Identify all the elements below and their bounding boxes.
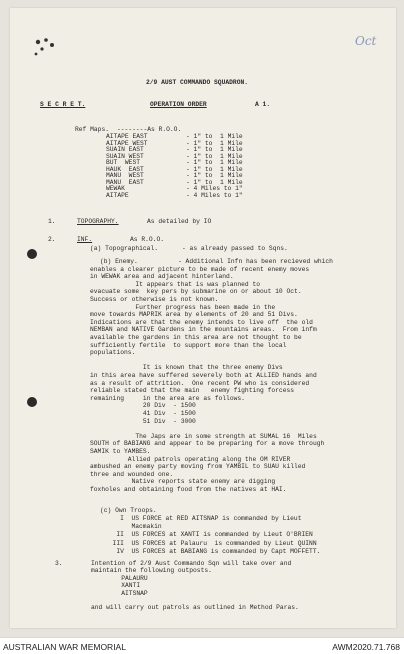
enemy-text-line: reliable stated that the main enemy fighting forcess xyxy=(90,387,295,395)
section-2-number: 2. xyxy=(48,236,56,243)
enemy-text-line: NEMBAN and NATIVE Gardens in the mountains areas. From infm xyxy=(90,326,317,334)
map-name: AITAPE WEST xyxy=(106,139,148,147)
map-scale: - 4 Miles to 1" xyxy=(186,185,243,192)
ref-maps-label: Ref Maps. xyxy=(75,126,110,133)
enemy-text-line: Native reports state enemy are digging xyxy=(90,478,276,486)
map-name: HAUK EAST xyxy=(106,165,144,173)
intention-text-line: maintain the following outposts. xyxy=(91,567,212,575)
section-2b-label: (b) Enemy. xyxy=(100,258,138,265)
enemy-text-line: enables a clearer picture to be made of recent enemy moves xyxy=(90,265,310,273)
section-2a-label: (a) Topographical. xyxy=(90,245,159,252)
unit-heading: 2/9 AUST COMMANDO SQUADRON. xyxy=(146,79,249,86)
enemy-text-line: 20 Div - 1500 xyxy=(90,402,196,410)
own-troops-line: I US FORCE at RED AITSNAP is commanded by Lieut xyxy=(105,515,302,522)
enemy-text-line: 41 Div - 1500 xyxy=(90,410,196,417)
intention-text-line: XANTI xyxy=(91,582,141,590)
ink-mark-icon xyxy=(32,36,62,60)
enemy-text-line: ambushed an enemy party moving from YAMBIL to SUAU killed xyxy=(90,463,306,471)
map-scale: - 1" to 1 Mile xyxy=(186,172,243,179)
map-scale: - 4 Miles to 1" xyxy=(186,191,243,199)
own-troops-line: Macmakin xyxy=(105,523,162,531)
footer-id: AWM2020.71.768 xyxy=(332,642,400,652)
map-name: MANU EAST xyxy=(106,178,144,186)
enemy-text-line: It is known that the three enemy Divs xyxy=(90,364,283,372)
enemy-text-line: The Japs are in some strength at SUMAL 16 Miles xyxy=(90,432,317,440)
map-name: BUT WEST xyxy=(106,159,141,166)
section-2-title: INF. xyxy=(77,236,93,243)
map-name: SUAIN WEST xyxy=(106,152,144,160)
punch-hole-bottom xyxy=(27,397,37,407)
punch-hole-top xyxy=(27,249,37,259)
enemy-text-line: - Additional Infn has been recieved which xyxy=(178,258,333,265)
map-name: AITAPE xyxy=(106,191,129,199)
map-scale: - 1" to 1 Mile xyxy=(186,165,243,173)
map-scale: - 1" to 1 Mile xyxy=(186,139,243,147)
section-1-number: 1. xyxy=(48,218,56,225)
ref-maps-intro: --------As R.O.O. xyxy=(117,126,182,133)
enemy-text-line: available the gardens in this area are not thought to be xyxy=(90,334,302,341)
section-2c-label: (c) Own Troops. xyxy=(100,507,157,514)
enemy-text-line: move towards MAPRIK area by elements of 20 and 51 Divs. xyxy=(90,311,298,319)
enemy-text-line: Allied patrols operating along the OM RIVER xyxy=(90,455,291,463)
intention-text-line: Intention of 2/9 Aust Commando Sqn will take over and xyxy=(91,560,292,567)
own-troops-line: II US FORCES at XANTI is commanded by Lieut O'BRIEN xyxy=(105,531,313,539)
classification: S E C R E T. xyxy=(40,101,86,108)
map-scale: - 1" to 1 Mile xyxy=(186,152,243,160)
footer-bar xyxy=(0,637,404,654)
intention-text-line: PALAURU xyxy=(91,574,148,582)
section-1-title: TOPOGRAPHY. xyxy=(77,218,119,225)
enemy-text-line: Success or otherwise is not known. xyxy=(90,296,219,303)
footer-source: AUSTRALIAN WAR MEMORIAL xyxy=(3,642,126,652)
map-scale: - 1" to 1 Mile xyxy=(186,178,243,186)
own-troops-line: III US FORCES at Palauru is commanded by Lieut QUINN xyxy=(105,539,317,547)
map-scale: - 1" to 1 Mile xyxy=(186,159,243,166)
intention-text-line: AITSNAP xyxy=(91,589,148,597)
map-name: AITAPE EAST xyxy=(106,133,148,140)
enemy-text-line: Indications are that the enemy intends to live off the old xyxy=(90,318,313,326)
enemy-text-line: populations. xyxy=(90,349,136,357)
enemy-text-line: 51 Div - 3000 xyxy=(90,417,196,425)
order-number: A 1. xyxy=(255,101,271,108)
enemy-text-line: SOUTH of BABIANG and appear to be preparing for a move through xyxy=(90,440,325,448)
section-1-text: As detailed by IO xyxy=(147,218,212,225)
order-title: OPERATION ORDER xyxy=(150,101,207,108)
map-scale: - 1" to 1 Mile xyxy=(186,133,243,140)
enemy-text-line: as a result of attrition. One recent PW who is considered xyxy=(90,379,310,387)
enemy-text-line: foxholes and obtaining food from the natives at HAI. xyxy=(90,486,287,493)
section-2a-text: - as already passed to Sqns. xyxy=(182,245,288,252)
own-troops-line: IV US FORCES at BABIANG is commanded by Capt MOFFETT. xyxy=(105,547,321,555)
map-name: WEWAK xyxy=(106,185,125,192)
enemy-text-line: remaining in the area are as follows. xyxy=(90,394,245,402)
enemy-text-line: sufficiently fertile to support more than the local xyxy=(90,341,287,349)
enemy-text-line: SAMIK to YAMBES. xyxy=(90,448,151,455)
map-scale: - 1" to 1 Mile xyxy=(186,146,243,153)
enemy-text-line: in this area have suffered severely both at ALLIED hands and xyxy=(90,372,317,379)
enemy-text-line: in WEWAK area and adjacent hinterland. xyxy=(90,273,234,281)
map-name: SUAIN EAST xyxy=(106,146,144,153)
section-3-number: 3. xyxy=(55,560,63,567)
section-2-intro: As R.O.O. xyxy=(130,236,165,243)
enemy-text-line: Further progress has been made in the xyxy=(90,303,276,311)
enemy-text-line: evacuate some key pers by submarine on or about 10 Oct. xyxy=(90,288,302,296)
enemy-text-line: three and wounded one. xyxy=(90,470,174,478)
intention-text-line: and will carry out patrols as outlined in Method Paras. xyxy=(91,604,299,612)
handwritten-annotation: Oct xyxy=(355,34,377,48)
enemy-text-line: It appears that is was planned to xyxy=(90,280,261,288)
map-name: MANU WEST xyxy=(106,172,144,179)
